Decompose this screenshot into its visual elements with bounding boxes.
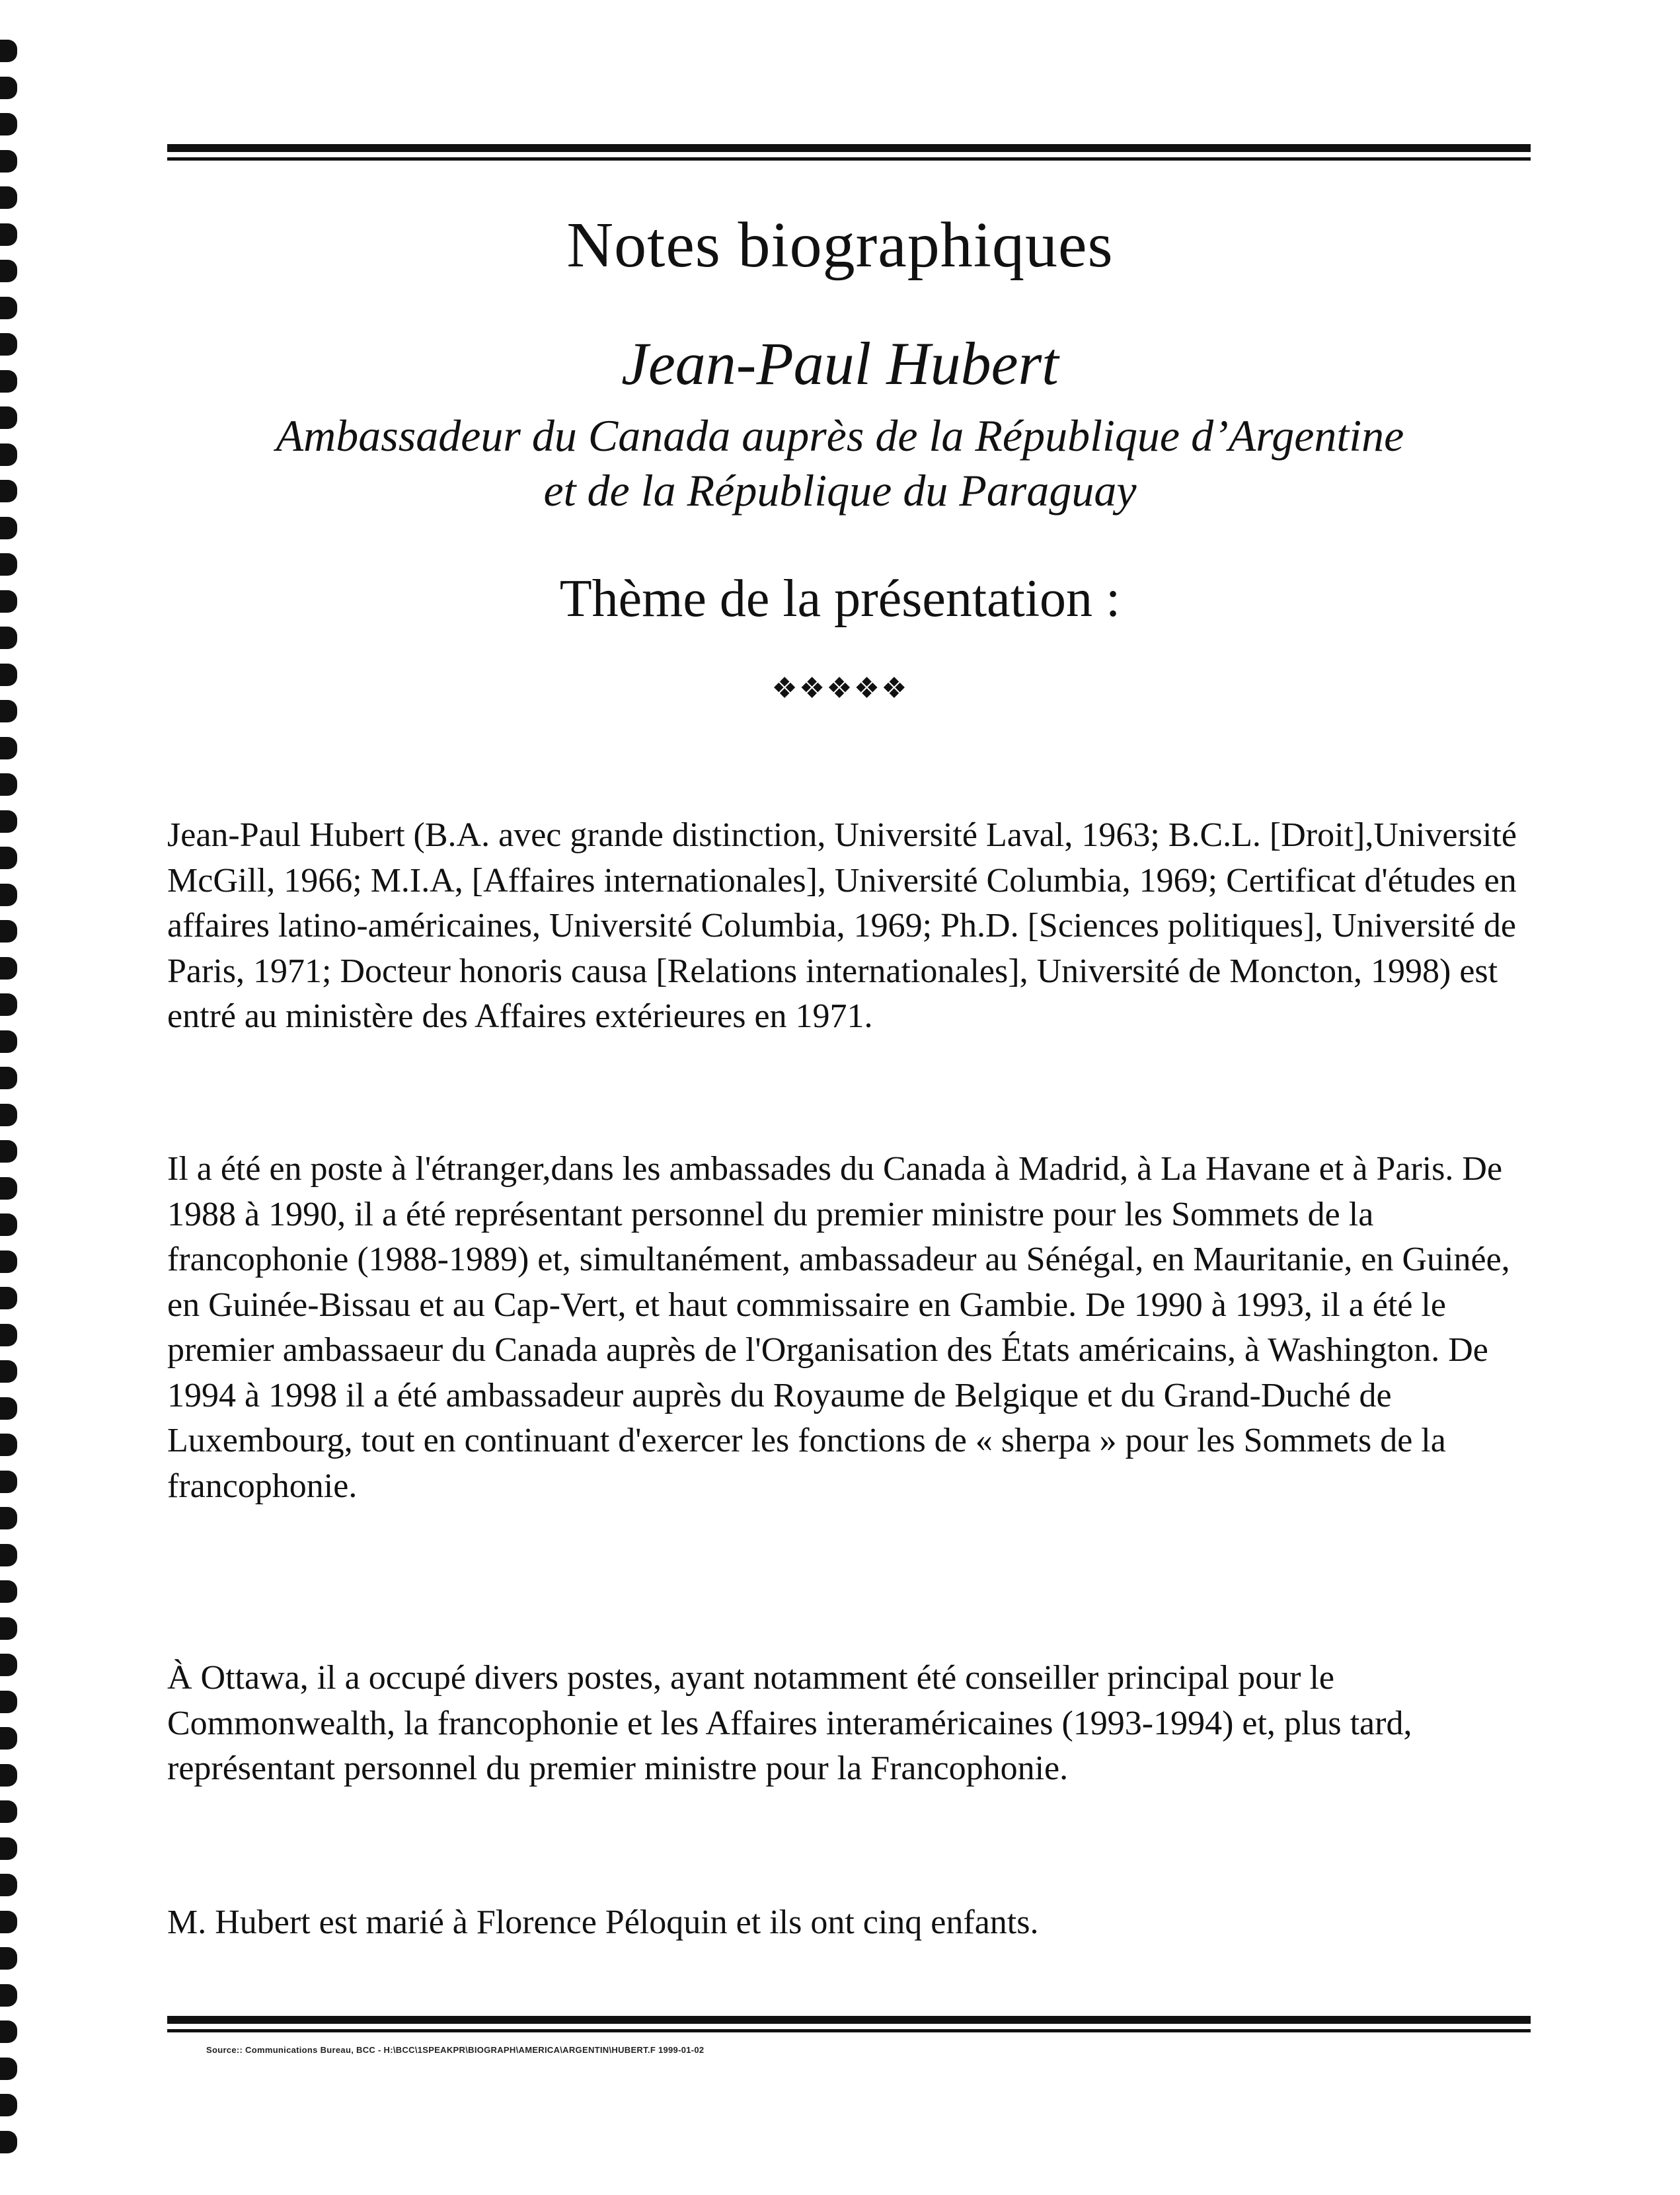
binding-hole — [0, 1947, 17, 1970]
binding-hole — [0, 920, 17, 943]
binding-hole — [0, 847, 17, 869]
binding-hole — [0, 1764, 17, 1787]
bottom-double-rule — [167, 2016, 1531, 2032]
binding-hole — [0, 1287, 17, 1309]
binding-hole — [0, 2058, 17, 2080]
binding-hole — [0, 1984, 17, 2007]
paragraph-family: M. Hubert est marié à Florence Péloquin et ils ont cinq enfants. — [167, 1904, 1039, 1941]
binding-hole — [0, 517, 17, 539]
top-double-rule — [167, 144, 1531, 161]
binding-hole — [0, 1580, 17, 1603]
binding-hole — [0, 1067, 17, 1089]
binding-hole — [0, 1911, 17, 1933]
binding-hole — [0, 1654, 17, 1676]
binding-hole — [0, 1617, 17, 1640]
person-name: Jean-Paul Hubert — [621, 330, 1059, 397]
binding-hole — [0, 1727, 17, 1750]
binding-hole — [0, 1030, 17, 1053]
binding-hole — [0, 2094, 17, 2116]
binding-hole — [0, 2021, 17, 2043]
binding-hole — [0, 737, 17, 759]
binding-hole — [0, 1544, 17, 1566]
binding-hole — [0, 2131, 17, 2153]
binding-hole — [0, 40, 17, 62]
binding-hole — [0, 113, 17, 135]
binding-hole — [0, 1691, 17, 1713]
page-title: Notes biographiques — [566, 210, 1114, 281]
binding-hole — [0, 1360, 17, 1383]
binding-hole — [0, 1177, 17, 1200]
binding-hole — [0, 1507, 17, 1529]
binding-hole — [0, 957, 17, 980]
position-line-1: Ambassadeur du Canada auprès de la République d’Argentine — [276, 410, 1404, 461]
binding-hole — [0, 993, 17, 1016]
binding-hole — [0, 1213, 17, 1236]
binding-hole — [0, 1324, 17, 1346]
binding-hole — [0, 77, 17, 99]
presentation-theme: Thème de la présentation : — [559, 570, 1121, 628]
binding-hole — [0, 1251, 17, 1273]
source-footer: Source:: Communications Bureau, BCC - H:\BCC\1SPEAKPR\BIOGRAPH\AMERICA\ARGENTIN\HUBERT.F 1999-01-02 — [206, 2045, 705, 2055]
paragraph-education: Jean-Paul Hubert (B.A. avec grande distinction, Université Laval, 1963; B.C.L. [Droit],Université McGill, 1966; M.I.A, [Affaires internationales], Université Columbia, 1969; Certificat d'études en affaires latino-américaines, Université Columbia, 1969; Ph.D. [Sciences politiques], Université de Paris, 1971; Docteur honoris causa [Relations internationales], Université de Moncton, 1998) est entré au ministère des Affaires extérieures en 1971. — [167, 816, 1517, 1035]
binding-hole — [0, 1397, 17, 1420]
binding-hole — [0, 884, 17, 906]
binding-hole — [0, 1874, 17, 1896]
diamond-ornament: ❖❖❖❖❖ — [771, 672, 909, 705]
paragraph-ottawa: À Ottawa, il a occupé divers postes, ayant notamment été conseiller principal pour le Commonwealth, la francophonie et les Affaires interaméricaines (1993-1994) et, plus tard, représentant personnel du premier ministre pour la Francophonie. — [167, 1659, 1412, 1787]
binding-hole — [0, 773, 17, 796]
binding-hole — [0, 1800, 17, 1823]
binding-hole — [0, 1837, 17, 1860]
binding-hole — [0, 700, 17, 722]
binding-hole — [0, 297, 17, 319]
binding-hole — [0, 1434, 17, 1456]
binding-hole — [0, 810, 17, 833]
binding-hole — [0, 1471, 17, 1493]
binding-hole — [0, 186, 17, 209]
position-line-2: et de la République du Paraguay — [543, 465, 1137, 516]
paragraph-postings: Il a été en poste à l'étranger,dans les ambassades du Canada à Madrid, à La Havane et à Paris. De 1988 à 1990, il a été représentant personnel du premier ministre pour les Sommets de la francophonie (1988-1989) et, simultanément, ambassadeur au Sénégal, en Mauritanie, en Guinée, en Guinée-Bissau et au Cap-Vert, et haut commissaire en Gambie. De 1990 à 1993, il a été le premier ambassaeur du Canada auprès de l'Organisation des États américains, à Washington. De 1994 à 1998 il a été ambassadeur auprès du Royaume de Belgique et du Grand-Duché de Luxembourg, tout en continuant d'exercer les fonctions de « sherpa » pour les Sommets de la francophonie. — [167, 1150, 1510, 1505]
binding-hole — [0, 150, 17, 173]
binding-hole — [0, 627, 17, 649]
binding-hole — [0, 1104, 17, 1126]
binding-hole — [0, 1140, 17, 1163]
